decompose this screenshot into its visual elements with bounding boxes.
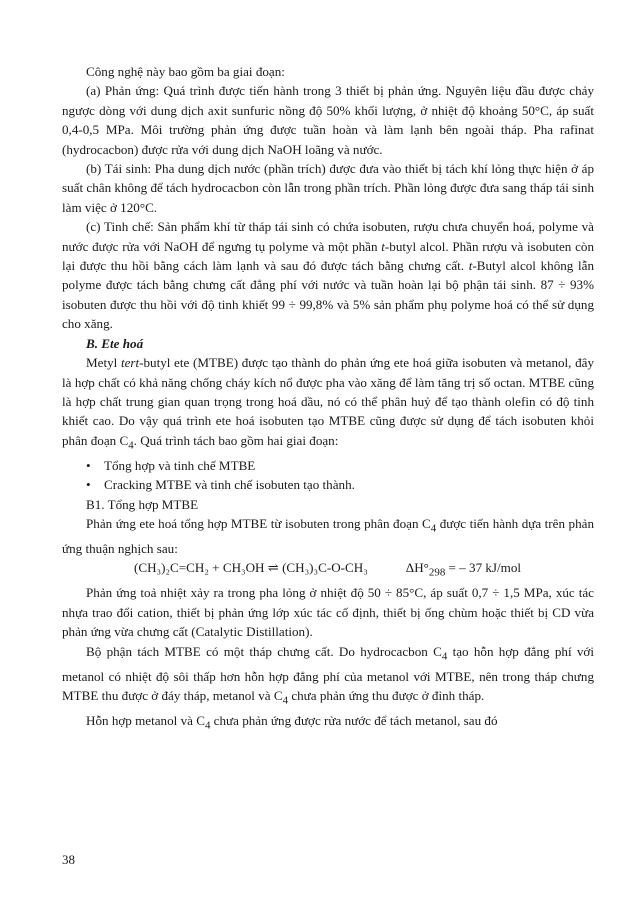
enthalpy-subscript: 298: [428, 566, 446, 579]
stage-c-text-1: (c) Tinh chế: Sản phẩm khí từ tháp tái sinh có chứa isobuten, rượu chưa chuyển hoá, polyme và nước được rửa với NaOH để ngưng tụ polyme và một phần: [62, 219, 594, 254]
page-number: 38: [62, 852, 75, 867]
mtbe-text-3: . Quá trình tách bao gồm hai giai đoạn:: [133, 432, 339, 448]
reaction-equation: [62, 558, 594, 583]
mtbe-text-2: -butyl ete (MTBE) được tạo thành do phản ứng ete hoá giữa isobuten và metanol, đây là hợp chất có khả năng chống cháy kích nổ được pha vào xăng để làm tăng trị số octan. MTBE cũng là hợp chất trung gian quan trọng trong hoá dầu, nó có thể phân huỷ để tạo thành olefin có độ tinh khiết cao. Do vậy quá trình ete hoá isobuten tạo MTBE cũng được sử dụng để tách isobuten khỏi phân đoạn C: [62, 355, 594, 448]
mtbe-paragraph: [62, 353, 594, 456]
synthesis-text-1: Phản ứng ete hoá tổng hợp MTBE từ isobuten trong phân đoạn C: [86, 515, 431, 531]
b1-heading: B1. Tổng hợp MTBE: [86, 496, 199, 512]
enthalpy-label: ΔH°: [405, 560, 429, 576]
synthesis-subscript-4: 4: [430, 522, 437, 535]
equation-reactants: (CH₃)₂C=CH₂ + CH₃OH: [134, 560, 265, 576]
separation-subscript-4b: 4: [282, 694, 289, 707]
conditions-paragraph: Phản ứng toả nhiệt xảy ra trong pha lỏng ở nhiệt độ 50 ÷ 85°C, áp suất 0,7 ÷ 1,5 MPa, xúc tác nhựa trao đổi cation, thiết bị phản ứng lớp xúc tác cố định, thiết bị ống chùm hoặc thiết bị CD vừa phản ứng vừa chưng cất (Catalytic Distillation).: [62, 585, 594, 640]
bullet-item: • Tổng hợp và tinh chế MTBE: [84, 456, 594, 475]
last-subscript-4: 4: [204, 719, 211, 732]
last-text-2: chưa phản ứng được rửa nước để tách metanol, sau đó: [210, 713, 498, 729]
stage-a-paragraph: (a) Phản ứng: Quá trình được tiến hành trong 3 thiết bị phản ứng. Nguyên liệu đầu được chảy ngược dòng với dung dịch axit sunfuric nồng độ 50% khối lượng, ở nhiệt độ khoảng 50°C, áp suất 0,4-0,5 MPa. Môi trường phản ứng được tuần hoàn và làm lạnh bên ngoài tháp. Pha rafinat (hydrocacbon) được rửa với dung dịch NaOH loãng và nước.: [62, 83, 594, 157]
stage-c-paragraph: [62, 217, 594, 333]
synthesis-text-2: được tiến hành dựa trên phản ứng thuận nghịch sau:: [62, 515, 594, 556]
mtbe-text-1: Metyl: [86, 355, 121, 371]
intro-paragraph: Công nghệ này bao gồm ba giai đoạn:: [86, 64, 285, 79]
bullet-item: • Cracking MTBE và tinh chế isobuten tạo thành.: [84, 475, 594, 494]
stage-bullet-list: [62, 456, 594, 495]
stage-c-t-italic-1: t: [381, 238, 385, 254]
stage-c-text-2: -butyl alcol. Phần rượu và isobuten còn lại được thu hồi bằng cách làm lạnh và sau đó được tách bằng chưng cất.: [62, 238, 594, 274]
stage-b-paragraph: (b) Tái sinh: Pha dung dịch nước (phần trích) được đưa vào thiết bị tách khí lỏng thực hiện ở áp suất chân không để tách hydrocacbon còn lẫn trong phần trích. Phần lỏng được đưa sang tháp tái sinh làm việc ở 120°C.: [62, 161, 594, 215]
separation-text-1: Bộ phận tách MTBE có một tháp chưng cất. Do hydrocacbon C: [86, 643, 442, 659]
stage-c-t-italic-2: t: [468, 258, 473, 274]
section-b-heading: B. Ete hoá: [86, 335, 144, 351]
separation-paragraph: [62, 642, 594, 711]
page-body: [62, 62, 594, 736]
equation-product: (CH₃)₃C-O-CH₃: [282, 560, 368, 576]
stage-c-text-3: -Butyl alcol không lẫn polyme được tách bằng chưng cất đẳng phí với nước và tuần hoàn lại bộ phận tái sinh. 87 ÷ 93% isobuten được thu hồi với độ tinh khiết 99 ÷ 99,8% và 5% sản phẩm phụ polyme hoá có thể sử dụng cho xăng.: [62, 258, 594, 332]
synthesis-paragraph: [62, 514, 594, 558]
last-paragraph: [62, 711, 594, 736]
equilibrium-arrow-icon: ⇌: [267, 560, 279, 576]
last-text-1: Hỗn hợp metanol và C: [86, 713, 205, 729]
separation-subscript-4a: 4: [441, 650, 448, 663]
separation-text-2: tạo hỗn hợp đẳng phí với metanol có nhiệt độ sôi thấp hơn hỗn hợp đẳng phí của metanol với MTBE, nên trong tháp chưng MTBE thu được ở đáy tháp, metanol và C: [62, 643, 594, 704]
separation-text-3: chưa phản ứng thu được ở đỉnh tháp.: [288, 688, 485, 704]
enthalpy-value: = – 37 kJ/mol: [445, 560, 522, 576]
mtbe-tert-italic: tert: [120, 355, 140, 371]
mtbe-subscript-4: 4: [128, 439, 134, 452]
